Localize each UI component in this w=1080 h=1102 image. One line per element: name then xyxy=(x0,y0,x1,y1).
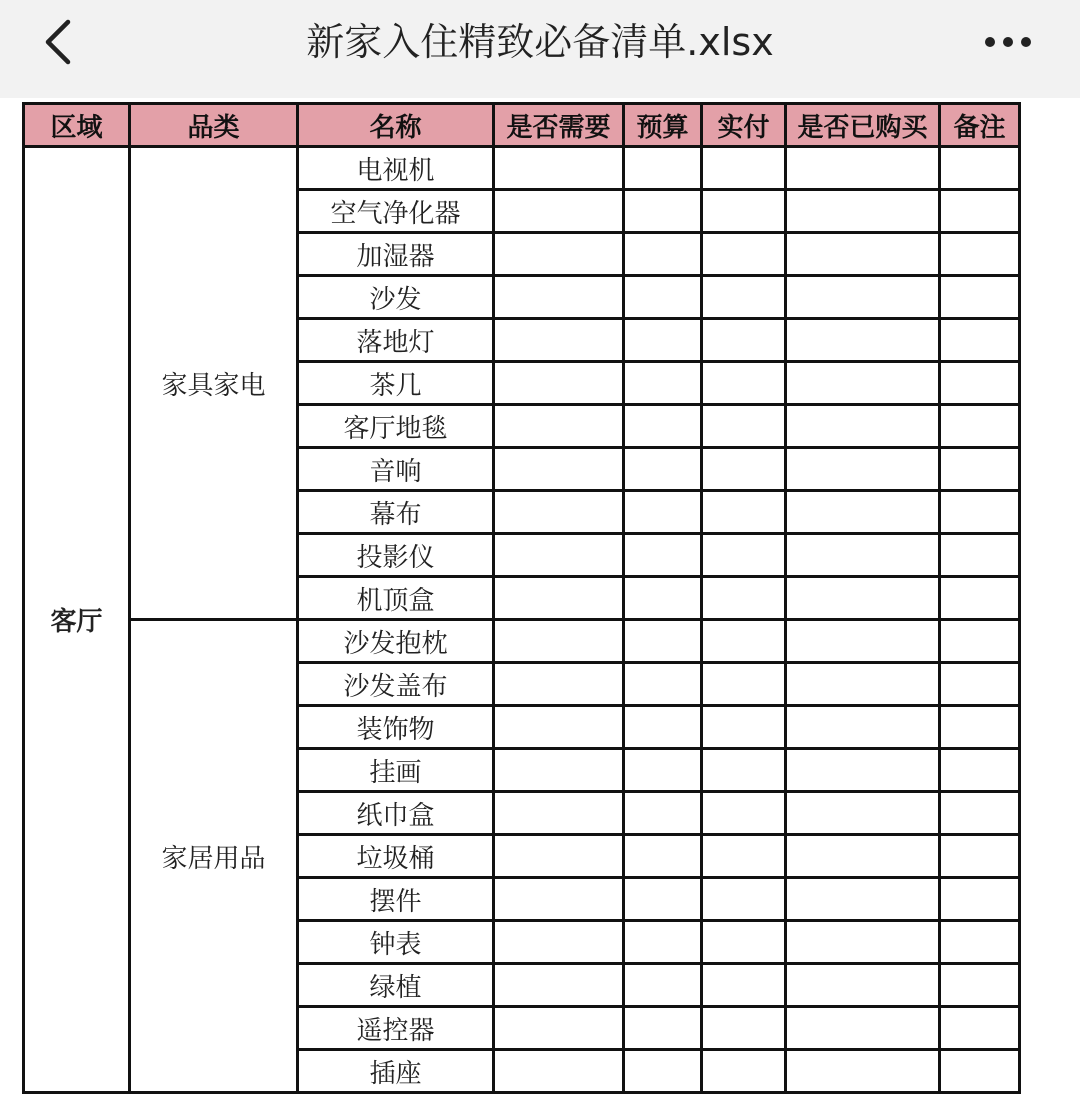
note-cell[interactable] xyxy=(940,921,1020,964)
purchased-cell[interactable] xyxy=(786,233,940,276)
table-row xyxy=(24,147,1020,190)
needed-cell[interactable] xyxy=(494,620,624,663)
title-bar xyxy=(0,0,1080,98)
item-name-cell[interactable]: 插座 xyxy=(298,1050,494,1093)
note-cell[interactable] xyxy=(940,319,1020,362)
note-cell[interactable] xyxy=(940,534,1020,577)
table-row xyxy=(24,620,1020,663)
column-header[interactable]: 是否已购买 xyxy=(786,104,940,147)
item-name-cell[interactable]: 沙发盖布 xyxy=(298,663,494,706)
needed-cell[interactable] xyxy=(494,534,624,577)
purchased-cell[interactable] xyxy=(786,362,940,405)
area-cell[interactable]: 客厅 xyxy=(24,147,130,1093)
purchased-cell[interactable] xyxy=(786,921,940,964)
paid-cell[interactable] xyxy=(702,147,786,190)
budget-cell[interactable] xyxy=(624,190,702,233)
note-cell[interactable] xyxy=(940,190,1020,233)
more-button[interactable] xyxy=(968,12,1048,72)
item-name-cell[interactable]: 落地灯 xyxy=(298,319,494,362)
paid-cell[interactable] xyxy=(702,534,786,577)
item-name-cell[interactable]: 垃圾桶 xyxy=(298,835,494,878)
purchased-cell[interactable] xyxy=(786,147,940,190)
file-title: 新家入住精致必备清单.xlsx xyxy=(306,20,774,64)
item-name-cell[interactable]: 电视机 xyxy=(298,147,494,190)
paid-cell[interactable] xyxy=(702,620,786,663)
paid-cell[interactable] xyxy=(702,921,786,964)
paid-cell[interactable] xyxy=(702,405,786,448)
paid-cell[interactable] xyxy=(702,706,786,749)
budget-cell[interactable] xyxy=(624,362,702,405)
note-cell[interactable] xyxy=(940,706,1020,749)
paid-cell[interactable] xyxy=(702,749,786,792)
note-cell[interactable] xyxy=(940,362,1020,405)
purchased-cell[interactable] xyxy=(786,620,940,663)
item-name-cell[interactable]: 摆件 xyxy=(298,878,494,921)
paid-cell[interactable] xyxy=(702,792,786,835)
note-cell[interactable] xyxy=(940,1007,1020,1050)
needed-cell[interactable] xyxy=(494,577,624,620)
note-cell[interactable] xyxy=(940,749,1020,792)
item-name-cell[interactable]: 空气净化器 xyxy=(298,190,494,233)
needed-cell[interactable] xyxy=(494,878,624,921)
needed-cell[interactable] xyxy=(494,835,624,878)
note-cell[interactable] xyxy=(940,663,1020,706)
purchased-cell[interactable] xyxy=(786,1050,940,1093)
paid-cell[interactable] xyxy=(702,233,786,276)
paid-cell[interactable] xyxy=(702,190,786,233)
item-name-cell[interactable]: 加湿器 xyxy=(298,233,494,276)
column-header[interactable]: 名称 xyxy=(298,104,494,147)
note-cell[interactable] xyxy=(940,1050,1020,1093)
note-cell[interactable] xyxy=(940,577,1020,620)
budget-cell[interactable] xyxy=(624,1007,702,1050)
paid-cell[interactable] xyxy=(702,319,786,362)
needed-cell[interactable] xyxy=(494,147,624,190)
budget-cell[interactable] xyxy=(624,964,702,1007)
note-cell[interactable] xyxy=(940,964,1020,1007)
header-row xyxy=(24,104,1020,147)
budget-cell[interactable] xyxy=(624,405,702,448)
needed-cell[interactable] xyxy=(494,1050,624,1093)
needed-cell[interactable] xyxy=(494,792,624,835)
budget-cell[interactable] xyxy=(624,835,702,878)
item-name-cell[interactable]: 挂画 xyxy=(298,749,494,792)
note-cell[interactable] xyxy=(940,835,1020,878)
paid-cell[interactable] xyxy=(702,878,786,921)
budget-cell[interactable] xyxy=(624,276,702,319)
budget-cell[interactable] xyxy=(624,1050,702,1093)
purchased-cell[interactable] xyxy=(786,749,940,792)
needed-cell[interactable] xyxy=(494,362,624,405)
purchased-cell[interactable] xyxy=(786,1007,940,1050)
paid-cell[interactable] xyxy=(702,1050,786,1093)
budget-cell[interactable] xyxy=(624,448,702,491)
column-header[interactable]: 是否需要 xyxy=(494,104,624,147)
paid-cell[interactable] xyxy=(702,835,786,878)
budget-cell[interactable] xyxy=(624,706,702,749)
checklist-table xyxy=(22,102,1021,1094)
purchased-cell[interactable] xyxy=(786,835,940,878)
budget-cell[interactable] xyxy=(624,319,702,362)
paid-cell[interactable] xyxy=(702,448,786,491)
paid-cell[interactable] xyxy=(702,491,786,534)
paid-cell[interactable] xyxy=(702,964,786,1007)
spreadsheet-view[interactable] xyxy=(0,98,1080,1102)
budget-cell[interactable] xyxy=(624,749,702,792)
budget-cell[interactable] xyxy=(624,878,702,921)
item-name-cell[interactable]: 沙发抱枕 xyxy=(298,620,494,663)
needed-cell[interactable] xyxy=(494,190,624,233)
paid-cell[interactable] xyxy=(702,1007,786,1050)
chevron-left-icon xyxy=(30,12,90,72)
needed-cell[interactable] xyxy=(494,319,624,362)
back-button[interactable] xyxy=(30,12,90,72)
purchased-cell[interactable] xyxy=(786,319,940,362)
purchased-cell[interactable] xyxy=(786,577,940,620)
purchased-cell[interactable] xyxy=(786,276,940,319)
column-header[interactable]: 区域 xyxy=(24,104,130,147)
purchased-cell[interactable] xyxy=(786,706,940,749)
column-header[interactable]: 品类 xyxy=(130,104,298,147)
note-cell[interactable] xyxy=(940,620,1020,663)
item-name-cell[interactable]: 茶几 xyxy=(298,362,494,405)
needed-cell[interactable] xyxy=(494,233,624,276)
purchased-cell[interactable] xyxy=(786,190,940,233)
needed-cell[interactable] xyxy=(494,491,624,534)
note-cell[interactable] xyxy=(940,448,1020,491)
item-name-cell[interactable]: 幕布 xyxy=(298,491,494,534)
paid-cell[interactable] xyxy=(702,276,786,319)
category-cell[interactable]: 家具家电 xyxy=(130,147,298,620)
needed-cell[interactable] xyxy=(494,921,624,964)
purchased-cell[interactable] xyxy=(786,792,940,835)
item-name-cell[interactable]: 绿植 xyxy=(298,964,494,1007)
budget-cell[interactable] xyxy=(624,577,702,620)
more-horizontal-icon xyxy=(968,12,1048,72)
needed-cell[interactable] xyxy=(494,749,624,792)
needed-cell[interactable] xyxy=(494,1007,624,1050)
purchased-cell[interactable] xyxy=(786,491,940,534)
column-header[interactable]: 备注 xyxy=(940,104,1020,147)
budget-cell[interactable] xyxy=(624,792,702,835)
note-cell[interactable] xyxy=(940,233,1020,276)
note-cell[interactable] xyxy=(940,147,1020,190)
needed-cell[interactable] xyxy=(494,964,624,1007)
item-name-cell[interactable]: 音响 xyxy=(298,448,494,491)
purchased-cell[interactable] xyxy=(786,878,940,921)
purchased-cell[interactable] xyxy=(786,405,940,448)
paid-cell[interactable] xyxy=(702,663,786,706)
budget-cell[interactable] xyxy=(624,663,702,706)
category-cell[interactable]: 家居用品 xyxy=(130,620,298,1093)
budget-cell[interactable] xyxy=(624,147,702,190)
item-name-cell[interactable]: 遥控器 xyxy=(298,1007,494,1050)
item-name-cell[interactable]: 客厅地毯 xyxy=(298,405,494,448)
needed-cell[interactable] xyxy=(494,276,624,319)
item-name-cell[interactable]: 装饰物 xyxy=(298,706,494,749)
needed-cell[interactable] xyxy=(494,706,624,749)
budget-cell[interactable] xyxy=(624,233,702,276)
budget-cell[interactable] xyxy=(624,921,702,964)
note-cell[interactable] xyxy=(940,878,1020,921)
item-name-cell[interactable]: 投影仪 xyxy=(298,534,494,577)
note-cell[interactable] xyxy=(940,792,1020,835)
item-name-cell[interactable]: 钟表 xyxy=(298,921,494,964)
purchased-cell[interactable] xyxy=(786,448,940,491)
note-cell[interactable] xyxy=(940,405,1020,448)
needed-cell[interactable] xyxy=(494,405,624,448)
column-header[interactable]: 实付 xyxy=(702,104,786,147)
needed-cell[interactable] xyxy=(494,663,624,706)
budget-cell[interactable] xyxy=(624,534,702,577)
paid-cell[interactable] xyxy=(702,577,786,620)
paid-cell[interactable] xyxy=(702,362,786,405)
item-name-cell[interactable]: 沙发 xyxy=(298,276,494,319)
budget-cell[interactable] xyxy=(624,620,702,663)
item-name-cell[interactable]: 机顶盒 xyxy=(298,577,494,620)
note-cell[interactable] xyxy=(940,276,1020,319)
purchased-cell[interactable] xyxy=(786,534,940,577)
note-cell[interactable] xyxy=(940,491,1020,534)
column-header[interactable]: 预算 xyxy=(624,104,702,147)
purchased-cell[interactable] xyxy=(786,663,940,706)
needed-cell[interactable] xyxy=(494,448,624,491)
budget-cell[interactable] xyxy=(624,491,702,534)
item-name-cell[interactable]: 纸巾盒 xyxy=(298,792,494,835)
purchased-cell[interactable] xyxy=(786,964,940,1007)
